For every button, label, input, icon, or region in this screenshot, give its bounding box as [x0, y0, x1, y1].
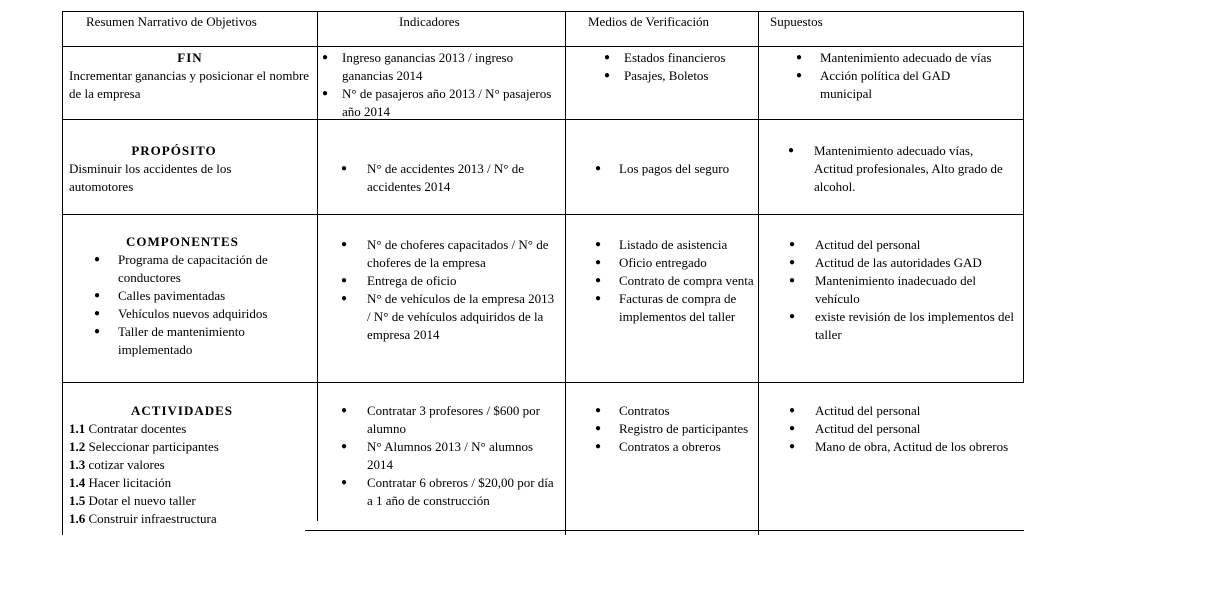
list-item: ● Estados financieros [604, 50, 726, 65]
list-item: ● existe revisión de los implementos del taller [789, 309, 1014, 342]
proposito-assumptions [788, 142, 1014, 196]
actividades-cell [69, 402, 309, 528]
list-item: ● Calles pavimentadas [94, 288, 226, 303]
column-divider-2 [565, 11, 566, 535]
fin-title: FIN [177, 50, 203, 65]
list-item: ● Contratos [595, 403, 670, 418]
list-item: ● Facturas de compra de implementos del taller [595, 291, 737, 324]
list-item: ● Entrega de oficio [341, 273, 457, 288]
table-border-right [1023, 11, 1024, 383]
list-item: ● Ingreso ganancias 2013 / ingreso ganancias 2014 [322, 50, 514, 83]
activity-item: 1.6 Construir infraestructura [69, 511, 217, 526]
list-item: ● Registro de participantes [595, 421, 749, 436]
header-indicadores: Indicadores [399, 14, 460, 29]
row-divider-proposito [62, 214, 1024, 215]
list-item: ● Programa de capacitación de conductores [94, 252, 268, 285]
column-divider-1 [317, 11, 318, 521]
fin-assumptions [796, 49, 1000, 103]
proposito-indicators [341, 160, 557, 196]
list-item: ● Oficio entregado [595, 255, 707, 270]
list-item: ● Los pagos del seguro [595, 161, 730, 176]
list-item: ● N° de choferes capacitados / N° de choferes de la empresa [341, 237, 549, 270]
row-divider-header [62, 46, 1024, 47]
list-item: ● N° de pasajeros año 2013 / N° pasajeros año 2014 [322, 86, 552, 119]
activity-item: 1.4 Hacer licitación [69, 475, 172, 490]
list-item: ● Actitud del personal [789, 403, 921, 418]
list-item: ● Mantenimiento adecuado vías, Actitud profesionales, Alto grado de alcohol. [788, 143, 1003, 194]
column-divider-3 [758, 11, 759, 535]
header-resumen-narrativo: Resumen Narrativo de Objetivos [86, 14, 257, 29]
list-item: ● N° Alumnos 2013 / N° alumnos 2014 [341, 439, 534, 472]
actividades-verification [595, 402, 749, 456]
list-item: ● Contratos a obreros [595, 439, 721, 454]
fin-text: Incrementar ganancias y posicionar el nombre de la empresa [69, 68, 310, 101]
activity-item: 1.1 Contratar docentes [69, 421, 187, 436]
list-item: ● Contrato de compra venta [595, 273, 754, 288]
proposito-title: PROPÓSITO [131, 143, 217, 158]
proposito-text: Disminuir los accidentes de los automotores [69, 161, 232, 194]
list-item: ● Actitud del personal [789, 421, 921, 436]
row-divider-componentes [62, 382, 1024, 383]
actividades-title: ACTIVIDADES [131, 403, 234, 418]
proposito-verification [595, 160, 759, 178]
list-item: ● N° de accidentes 2013 / N° de accidentes 2014 [341, 161, 524, 194]
list-item: ● Contratar 3 profesores / $600 por alumno [341, 403, 540, 436]
list-item: ● Pasajes, Boletos [604, 68, 709, 83]
componentes-cell [69, 233, 314, 359]
actividades-assumptions [789, 402, 1015, 456]
activity-item: 1.3 cotizar valores [69, 457, 165, 472]
componentes-title: COMPONENTES [126, 234, 239, 249]
list-item: ● N° de vehículos de la empresa 2013 / N° de vehículos adquiridos de la empresa 2014 [341, 291, 555, 342]
list-item: ● Mantenimiento adecuado de vías [796, 50, 992, 65]
activity-item: 1.5 Dotar el nuevo taller [69, 493, 196, 508]
fin-indicators [322, 49, 552, 121]
componentes-indicators [341, 236, 557, 344]
proposito-cell [69, 142, 279, 196]
componentes-verification [595, 236, 754, 326]
list-item: ● Actitud del personal [789, 237, 921, 252]
logical-framework-table [62, 11, 1024, 535]
table-border-left [62, 11, 63, 535]
fin-cell [69, 49, 311, 103]
header-medios-verificacion: Medios de Verificación [588, 14, 710, 29]
list-item: ● Contratar 6 obreros / $20,00 por día a 1 año de construcción [341, 475, 554, 508]
list-item: ● Mantenimiento inadecuado del vehículo [789, 273, 977, 306]
fin-verification [604, 49, 754, 85]
header-supuestos: Supuestos [770, 14, 823, 29]
componentes-assumptions [789, 236, 1020, 344]
list-item: ● Vehículos nuevos adquiridos [94, 306, 268, 321]
table-border-bottom [305, 530, 1024, 531]
list-item: ● Mano de obra, Actitud de los obreros [789, 439, 1009, 454]
list-item: ● Actitud de las autoridades GAD [789, 255, 982, 270]
list-item: ● Listado de asistencia [595, 237, 728, 252]
list-item: ● Acción política del GAD municipal [796, 68, 951, 101]
list-item: ● Taller de mantenimiento implementado [94, 324, 245, 357]
actividades-indicators [341, 402, 557, 510]
activity-item: 1.2 Seleccionar participantes [69, 439, 219, 454]
table-border-top [62, 11, 1024, 12]
